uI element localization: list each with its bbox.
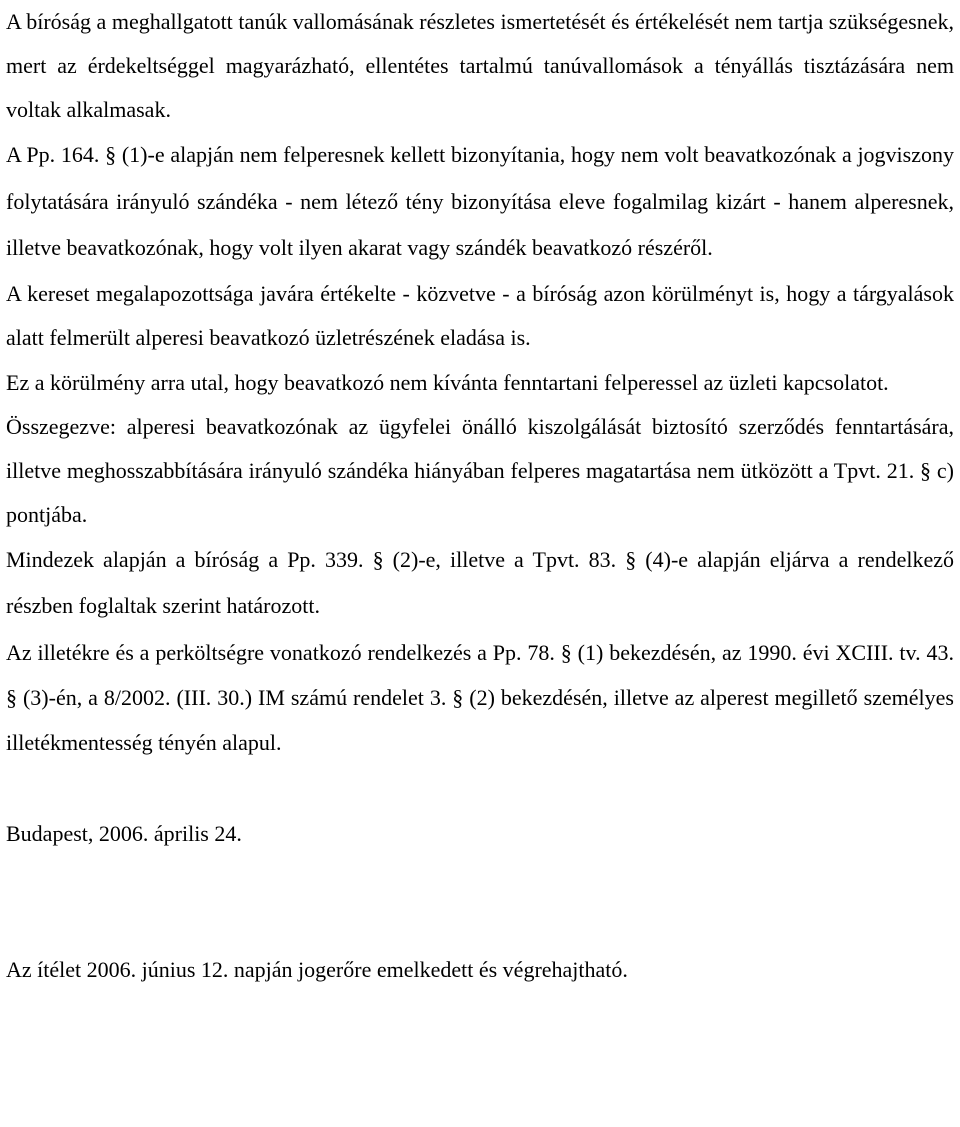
paragraph-business-relation: Ez a körülmény arra utal, hogy beavatkozó nem kívánta fenntartani felperessel az üzleti kapcsolatot.	[6, 369, 889, 395]
paragraph-decision: Mindezek alapján a bíróság a Pp. 339. § (2)-e, illetve a Tpvt. 83. § (4)-e alapján eljárva a rendelkező részben foglaltak szerint határozott.	[6, 546, 954, 618]
paragraph-costs: Az illetékre és a perköltségre vonatkozó rendelkezés a Pp. 78. § (1) bekezdésén, az 1990. évi XCIII. tv. 43. § (3)-én, a 8/2002. (III. 30.) IM számú rendelet 3. § (2) bekezdésén, illetve az alperest megillető személyes illetékmentesség tényén alapul.	[6, 639, 954, 755]
blank-line	[6, 765, 954, 811]
blank-lines	[6, 857, 954, 947]
paragraph-burden-of-proof: A Pp. 164. § (1)-e alapján nem felperesnek kellett bizonyítania, hogy nem volt beavatkozónak a jogviszony folytatására irányuló szándéka - nem létező tény bizonyítása eleve fogalmilag kizárt - hanem alperesnek, illetve beavatkozónak, hogy volt ilyen akarat vagy szándék beavatkozó részéről.	[6, 142, 954, 260]
place-and-date: Budapest, 2006. április 24.	[6, 820, 242, 846]
finality-statement: Az ítélet 2006. június 12. napján jogerőre emelkedett és végrehajtható.	[6, 956, 628, 982]
document-page	[6, 0, 954, 993]
paragraph-summary: Összegezve: alperesi beavatkozónak az ügyfelei önálló kiszolgálását biztosító szerződés fenntartására, illetve meghosszabbítására irányuló szándéka hiányában felperes magatartása nem ütközött a Tpvt. 21. § c) pontjába.	[6, 413, 954, 527]
paragraph-claim-basis: A kereset megalapozottsága javára értékelte - közvetve - a bíróság azon körülményt is, hogy a tárgyalások alatt felmerült alperesi beavatkozó üzletrészének eladása is.	[6, 280, 954, 350]
paragraph-testimony: A bíróság a meghallgatott tanúk vallomásának részletes ismertetését és értékelését nem tartja szükségesnek, mert az érdekeltséggel magyarázható, ellentétes tartalmú tanúvallomások a tényállás tisztázására nem voltak alkalmasak.	[6, 9, 954, 122]
